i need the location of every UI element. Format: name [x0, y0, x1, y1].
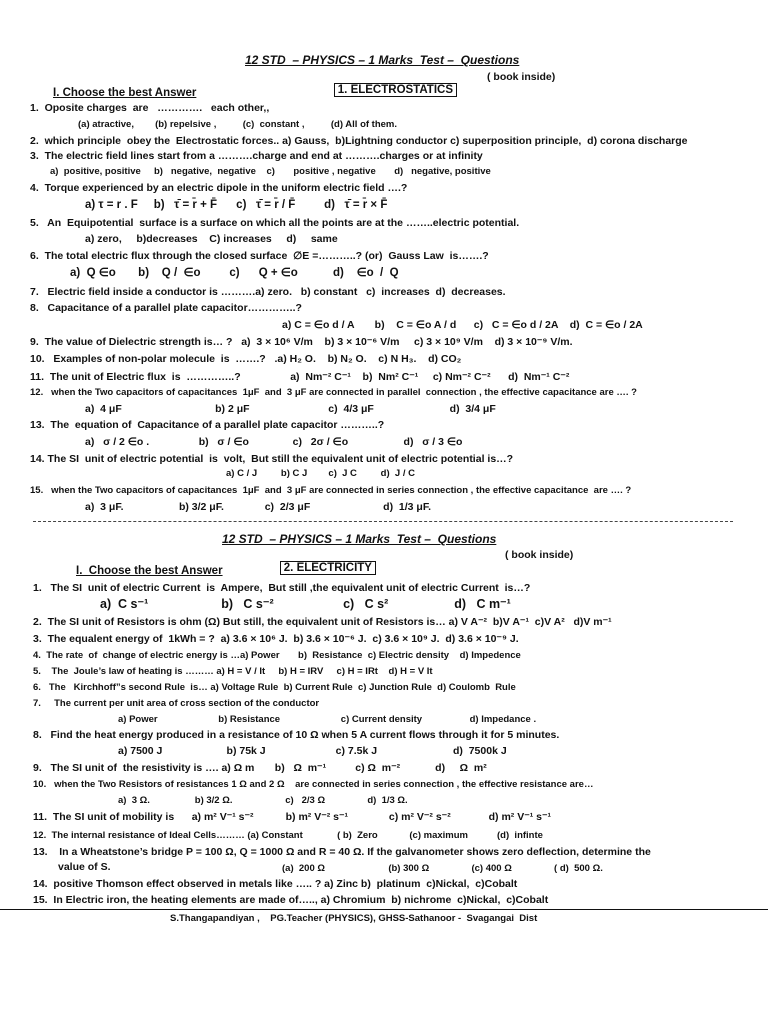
section1-chapter-title: 1. ELECTROSTATICS [334, 83, 457, 97]
q6: 6. The total electric flux through the closed surface ∅E =………..? (or) Gauss Law is…….? [30, 250, 489, 262]
q4: 4. Torque experienced by an electric dipole in the uniform electric field ….? [30, 182, 408, 194]
e-q13-cont: value of S. [58, 861, 111, 873]
e-q4: 4. The rate of change of electric energy is …a) Power b) Resistance c) Electric density d) Impedence [33, 650, 521, 661]
q13: 13. The equation of Capacitance of a parallel plate capacitor ………..? [30, 419, 385, 431]
q1: 1. Oposite charges are …………. each other,, [30, 102, 270, 114]
footer-credit: S.Thangapandiyan , PG.Teacher (PHYSICS), GHSS-Sathanoor - Svagangai Dist [170, 913, 538, 924]
e-q8: 8. Find the heat energy produced in a resistance of 10 Ω when 5 A current flows through it for 5 minutes. [33, 729, 560, 741]
e-q8-options: a) 7500 J b) 75k J c) 7.5k J d) 7500k J [118, 745, 507, 757]
e-q10: 10. when the Two Resistors of resistances 1 Ω and 2 Ω are connected in series connection , the effective resistance are… [33, 779, 594, 790]
section1-note: ( book inside) [487, 71, 556, 83]
q5: 5. An Equipotential surface is a surface on which all the points are at the ……..electric potential. [30, 217, 520, 229]
q15-options: a) 3 μF. b) 3/2 μF. c) 2/3 μF d) 1/3 μF. [85, 501, 432, 513]
q14: 14. The SI unit of electric potential is volt, But still the equivalent unit of electric potential is…? [30, 453, 514, 465]
q7: 7. Electric field inside a conductor is ……….a) zero. b) constant c) increases d) decreases. [30, 286, 506, 298]
section2-note: ( book inside) [505, 549, 574, 561]
e-q7-options: a) Power b) Resistance c) Current density d) Impedance . [118, 714, 537, 725]
e-q9: 9. The SI unit of the resistivity is …. a) Ω m b) Ω m⁻¹ c) Ω m⁻² d) Ω m² [33, 762, 487, 774]
e-q3: 3. The equalent energy of 1kWh = ? a) 3.6 × 10⁶ J. b) 3.6 × 10⁻⁶ J. c) 3.6 × 10⁹ J. d) 3.6 × 10⁻⁹ J. [33, 633, 519, 645]
q3-options: a) positive, positive b) negative, negative c) positive , negative d) negative, positive [50, 166, 491, 177]
q1-options: (a) atractive, (b) repelsive , (c) constant , (d) All of them. [78, 119, 398, 130]
e-q10-options: a) 3 Ω. b) 3/2 Ω. c) 2/3 Ω d) 1/3 Ω. [118, 795, 408, 806]
q13-options: a) σ / 2 ∈o . b) σ / ∈o c) 2σ / ∈o d) σ / 3 ∈o [85, 436, 463, 448]
e-q13-options: (a) 200 Ω (b) 300 Ω (c) 400 Ω ( d) 500 Ω. [282, 863, 603, 874]
section1-instruction: I. Choose the best Answer [53, 87, 197, 99]
e-q15: 15. In Electric iron, the heating elements are made of….., a) Chromium b) nichrome c)Nickal, c)Cobalt [33, 894, 549, 906]
e-q1-options: a) C s⁻¹ b) C s⁻² c) C s² d) C m⁻¹ [100, 597, 511, 611]
q9: 9. The value of Dielectric strength is… ? a) 3 × 10⁶ V/m b) 3 × 10⁻⁶ V/m c) 3 × 10⁹ V/m d) 3 × 10⁻⁹ V/m. [30, 336, 573, 348]
q4-options: a) τ = r . F b) τ̄ = r̄ + F̄ c) τ̄ = r̄ / F̄ d) τ̄ = r̄ × F̄ [85, 199, 388, 211]
section2-chapter-title: 2. ELECTRICITY [280, 561, 376, 575]
e-q12: 12. The internal resistance of Ideal Cells……… (a) Constant ( b) Zero (c) maximum (d) infinte [33, 830, 543, 841]
e-q1: 1. The SI unit of electric Current is Ampere, But still ,the equivalent unit of electric Current is…? [33, 582, 531, 594]
section2-instruction: I. Choose the best Answer [76, 565, 223, 577]
e-q7: 7. The current per unit area of cross section of the conductor [33, 698, 320, 709]
q2: 2. which principle obey the Electrostatic forces.. a) Gauss, b)Lightning conductor c) superposition principle, d) corona discharge [30, 135, 688, 147]
q12-options: a) 4 μF b) 2 μF c) 4/3 μF d) 3/4 μF [85, 403, 496, 415]
e-q11: 11. The SI unit of mobility is a) m² V⁻¹ s⁻² b) m² V⁻² s⁻¹ c) m² V⁻² s⁻² d) m² V⁻¹ s⁻¹ [33, 811, 552, 823]
section1-chapter [321, 69, 457, 111]
q5-options: a) zero, b)decreases C) increases d) same [85, 233, 338, 245]
e-q13: 13. In a Wheatstone’s bridge P = 100 Ω, Q = 1000 Ω and R = 40 Ω. If the galvanometer shows zero deflection, determine the [33, 846, 651, 858]
section1-header: 12 STD – PHYSICS – 1 Marks Test – Questions [245, 53, 520, 67]
q8-options: a) C = ∈o d / A b) C = ∈o A / d c) C = ∈o d / 2A d) C = ∈o / 2A [282, 319, 643, 331]
e-q14: 14. positive Thomson effect observed in metals like ….. ? a) Zinc b) platinum c)Nickal, c)Cobalt [33, 878, 518, 890]
q8: 8. Capacitance of a parallel plate capacitor…………..? [30, 302, 302, 314]
q14-options: a) C / J b) C J c) J C d) J / C [226, 468, 415, 479]
e-q5: 5. The Joule’s law of heating is ……… a) H = V / It b) H = IRV c) H = IRt d) H = V It [33, 666, 433, 677]
q15: 15. when the Two capacitors of capacitances 1μF and 3 μF are connected in series connection , the effective capacitance are …. ? [30, 485, 632, 496]
section2-header: 12 STD – PHYSICS – 1 Marks Test – Questions [222, 532, 497, 546]
footer-rule [0, 909, 768, 910]
q12: 12. when the Two capacitors of capacitances 1μF and 3 μF are connected in parallel connection , the effective capacitance are …. ? [30, 387, 637, 398]
q10: 10. Examples of non-polar molecule is …….? .a) H₂ O. b) N₂ O. c) N H₃. d) CO₂ [30, 353, 462, 365]
e-q6: 6. The Kirchhoff”s second Rule is… a) Voltage Rule b) Current Rule c) Junction Rule d) Coulomb Rule [33, 682, 516, 693]
section-divider [33, 521, 733, 522]
q3: 3. The electric field lines start from a ……….charge and end at ……….charges or at infinity [30, 150, 483, 162]
e-q2: 2. The SI unit of Resistors is ohm (Ω) But still, the equivalent unit of Resistors is… a) V A⁻² b)V A⁻¹ c)V A² d)V m⁻¹ [33, 616, 612, 628]
q6-options: a) Q ∈o b) Q / ∈o c) Q + ∈o d) ∈o / Q [70, 267, 399, 279]
q11: 11. The unit of Electric flux is …………..? a) Nm⁻² C⁻¹ b) Nm² C⁻¹ c) Nm⁻² C⁻² d) Nm⁻¹ C⁻² [30, 371, 570, 383]
